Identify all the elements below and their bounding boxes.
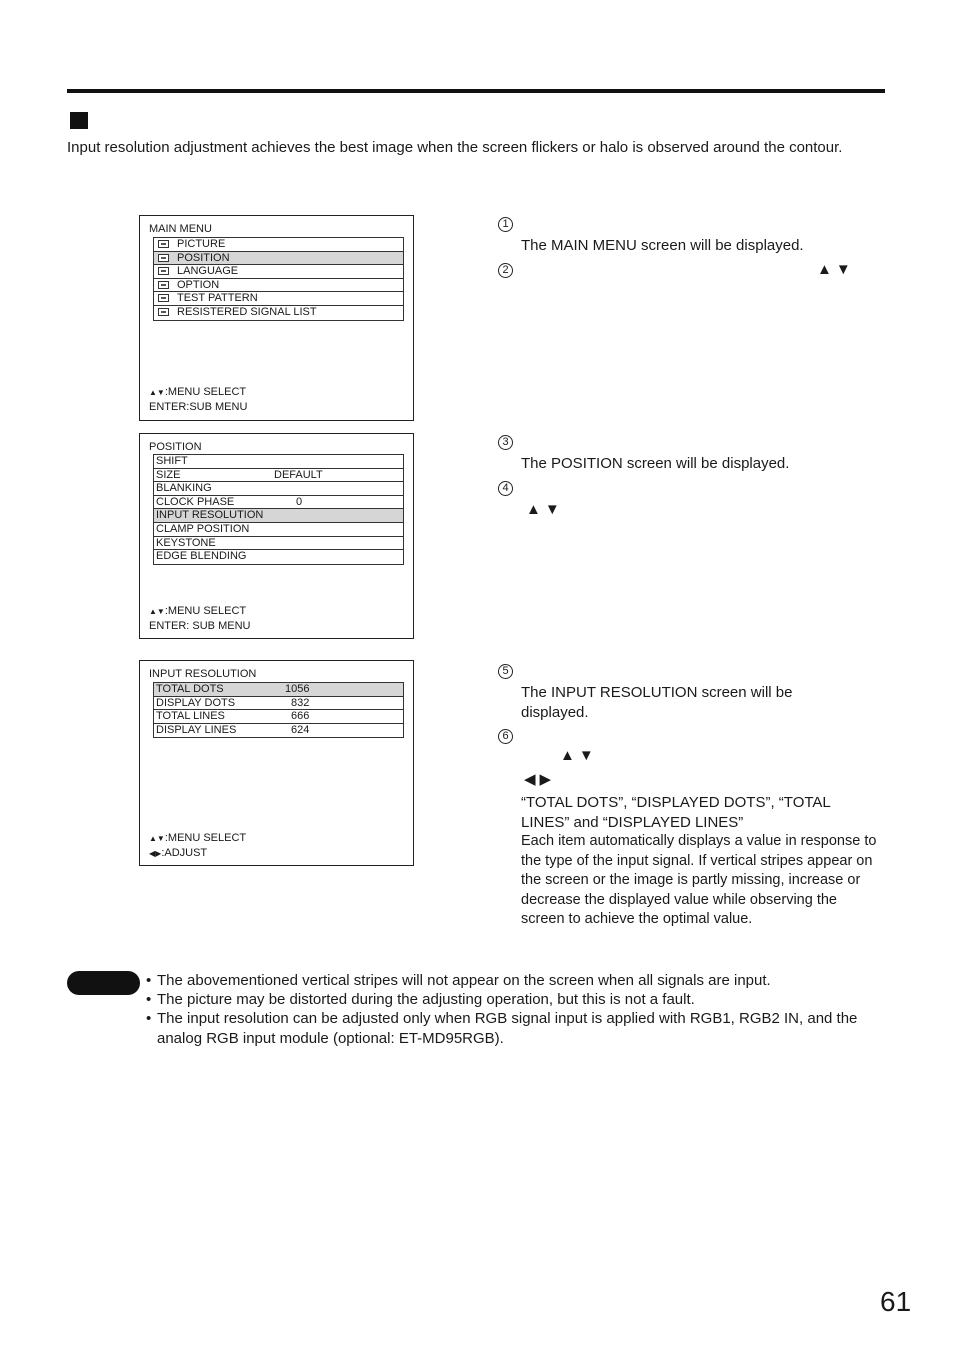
note-item: • The abovementioned vertical stripes will not appear on the screen when all signals are input. [146, 972, 771, 989]
position-item-shift: SHIFT [154, 455, 403, 469]
step-5-text: The INPUT RESOLUTION screen will be displayed. [521, 684, 793, 721]
note-badge [67, 971, 140, 995]
osd-footer: ▲▼:MENU SELECT ENTER: SUB MENU [149, 605, 251, 632]
step-6-description: Each item automatically displays a value in response to the type of the input signal. If vertical stripes appear on the screen or the image is partly missing, increase or decrease the displayed value while observing the screen to achieve the optimal value. [521, 833, 877, 927]
osd-title: INPUT RESOLUTION [149, 668, 257, 680]
position-item-keystone: KEYSTONE [154, 537, 403, 551]
resolution-item-total-dots: TOTAL DOTS 1056 [154, 683, 403, 697]
step-6-items-text: “TOTAL DOTS”, “DISPLAYED DOTS”, “TOTAL LINES” and “DISPLAYED LINES” [521, 794, 831, 831]
up-down-arrows-icon: ▲▼ [817, 261, 855, 278]
note-item: • The picture may be distorted during the adjusting operation, but this is not a fault. [146, 991, 695, 1009]
main-menu-list [153, 237, 404, 321]
notes-list [146, 971, 891, 1048]
up-down-triangle-icon: ▲▼ [149, 388, 165, 397]
up-down-triangle-icon: ▲▼ [149, 607, 165, 616]
step-number-3: 3 [498, 435, 513, 450]
step-number-5: 5 [498, 664, 513, 679]
header-rule [67, 89, 885, 93]
note-item: • The input resolution can be adjusted only when RGB signal input is applied with RGB1, RGB2 IN, and the analog RGB input module (optional: ET-MD95RGB). [146, 1010, 858, 1047]
position-item-size: SIZE DEFAULT [154, 469, 403, 483]
menu-item-test-pattern: TEST PATTERN [154, 292, 403, 306]
osd-footer: ▲▼:MENU SELECT ENTER:SUB MENU [149, 386, 248, 413]
up-down-arrows-icon: ▲▼ [560, 747, 598, 764]
up-down-triangle-icon: ▲▼ [149, 834, 165, 843]
position-list [153, 454, 404, 565]
left-right-triangle-icon: ◀▶ [149, 849, 162, 858]
step-3-text: The POSITION screen will be displayed. [521, 455, 790, 472]
osd-title: POSITION [149, 441, 202, 453]
menu-item-registered-signal-list: RESISTERED SIGNAL LIST [154, 306, 403, 320]
step-1-text: The MAIN MENU screen will be displayed. [521, 237, 804, 254]
picture-icon [158, 240, 169, 248]
position-item-clock-phase: CLOCK PHASE 0 [154, 496, 403, 510]
resolution-item-display-lines: DISPLAY LINES 624 [156, 723, 310, 736]
test-pattern-icon [158, 294, 169, 302]
signal-list-icon [158, 308, 169, 316]
left-right-arrows-icon: ◀▶ [524, 771, 556, 788]
osd-footer: ▲▼:MENU SELECT ◀▶:ADJUST [149, 832, 247, 859]
menu-item-language: LANGUAGE [154, 265, 403, 279]
input-resolution-screen [139, 660, 414, 866]
option-icon [158, 281, 169, 289]
resolution-item-total-lines: TOTAL LINES 666 [154, 710, 403, 724]
input-resolution-list [153, 682, 404, 738]
step-number-4: 4 [498, 481, 513, 496]
position-item-edge-blending: EDGE BLENDING [156, 550, 247, 563]
position-screen [139, 433, 414, 639]
up-down-arrows-icon: ▲▼ [526, 501, 564, 518]
step-number-2: 2 [498, 263, 513, 278]
menu-item-position: POSITION [154, 252, 403, 266]
osd-title: MAIN MENU [149, 223, 212, 235]
menu-item-picture: PICTURE [154, 238, 403, 252]
step-number-6: 6 [498, 729, 513, 744]
step-number-1: 1 [498, 217, 513, 232]
position-icon [158, 254, 169, 262]
section-marker [70, 112, 88, 129]
menu-item-option: OPTION [154, 279, 403, 293]
language-icon [158, 267, 169, 275]
position-item-input-resolution: INPUT RESOLUTION [154, 509, 403, 523]
main-menu-screen [139, 215, 414, 421]
resolution-item-display-dots: DISPLAY DOTS 832 [154, 697, 403, 711]
position-item-clamp-position: CLAMP POSITION [154, 523, 403, 537]
page-number: 61 [880, 1286, 912, 1317]
position-item-blanking: BLANKING [154, 482, 403, 496]
intro-text: Input resolution adjustment achieves the best image when the screen flickers or halo is observed around the contour. [67, 139, 843, 156]
